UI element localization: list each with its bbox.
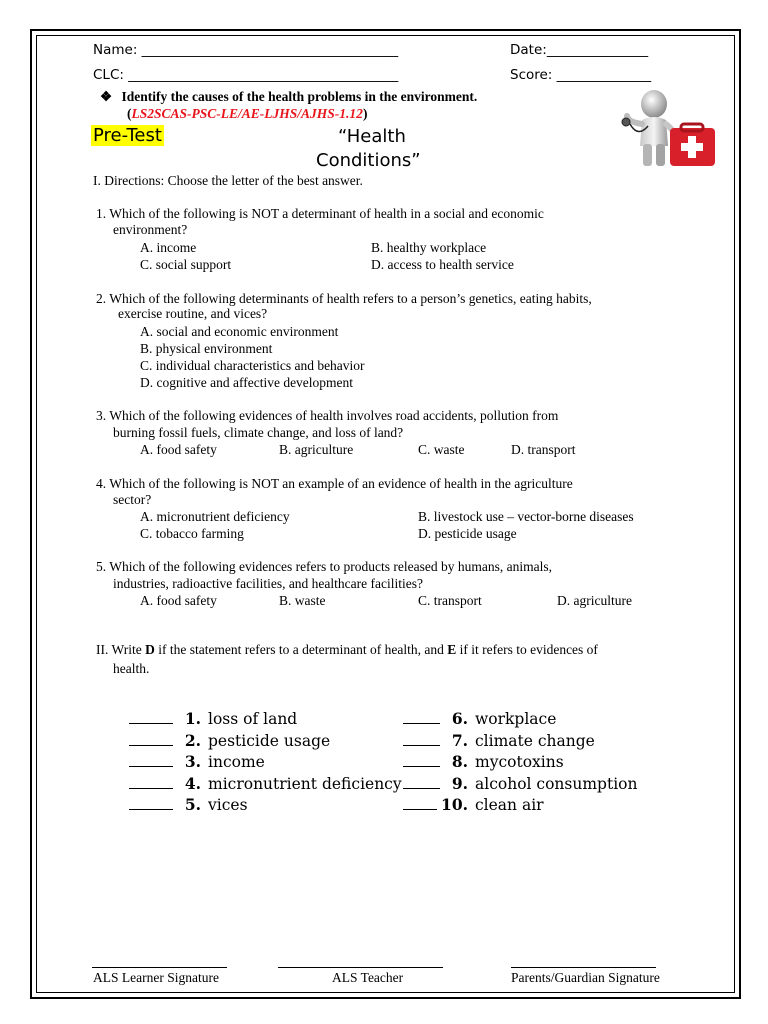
question-5-option-c[interactable]: C. transport <box>418 593 482 608</box>
doctor-kit-illustration <box>618 86 718 170</box>
question-4-option-d[interactable]: D. pesticide usage <box>418 526 517 541</box>
question-3-option-c[interactable]: C. waste <box>418 442 465 457</box>
answer-blank[interactable] <box>403 711 440 724</box>
question-4-option-b[interactable]: B. livestock use – vector-borne diseases <box>418 509 634 524</box>
question-2-option-a[interactable]: A. social and economic environment <box>140 324 339 339</box>
question-2-stem-cont: exercise routine, and vices? <box>118 306 268 321</box>
question-5-option-b[interactable]: B. waste <box>279 593 326 608</box>
question-5-stem: 5. Which of the following evidences refers to products released by humans, animals, <box>96 559 552 574</box>
item-5: 5. vices <box>129 795 248 814</box>
question-4-option-c[interactable]: C. tobacco farming <box>140 526 244 541</box>
question-1-option-b[interactable]: B. healthy workplace <box>371 240 487 255</box>
question-4-option-a[interactable]: A. micronutrient deficiency <box>140 509 290 524</box>
competency-code: (LS2SCAS-PSC-LE/AE-LJHS/AJHS-1.12) <box>127 106 368 121</box>
item-10: 10. clean air <box>403 795 544 814</box>
question-2-stem: 2. Which of the following determinants of health refers to a person’s genetics, eating habits, <box>96 291 592 306</box>
answer-blank[interactable] <box>403 776 440 789</box>
question-3-option-a[interactable]: A. food safety <box>140 442 217 457</box>
question-1-stem-cont: environment? <box>113 222 188 237</box>
question-2-option-c[interactable]: C. individual characteristics and behavior <box>140 358 365 373</box>
answer-blank[interactable] <box>129 797 173 810</box>
item-9: 9. alcohol consumption <box>403 774 637 793</box>
teacher-signature-line[interactable] <box>278 967 443 968</box>
part1-directions: I. Directions: Choose the letter of the best answer. <box>93 173 363 188</box>
item-3: 3. income <box>129 752 265 771</box>
question-2-option-b[interactable]: B. physical environment <box>140 341 273 356</box>
question-2-option-d[interactable]: D. cognitive and affective development <box>140 375 354 390</box>
part2-directions-cont: health. <box>113 661 150 676</box>
diamond-bullet-icon: ❖ <box>100 89 113 104</box>
pretest-label: Pre-Test <box>93 125 162 146</box>
item-4: 4. micronutrient deficiency <box>129 774 402 793</box>
answer-blank[interactable] <box>403 733 440 746</box>
objective-text: Identify the causes of the health problems in the environment. <box>121 89 478 104</box>
answer-blank[interactable] <box>129 754 173 767</box>
item-2: 2. pesticide usage <box>129 731 330 750</box>
part2-directions: II. Write D if the statement refers to a determinant of health, and E if it refers to evidences of <box>96 642 598 657</box>
question-5-stem-cont: industries, radioactive facilities, and healthcare facilities? <box>113 576 423 591</box>
title-line-1: “Health <box>338 126 406 147</box>
question-3-option-d[interactable]: D. transport <box>511 442 576 457</box>
question-5-option-d[interactable]: D. agriculture <box>557 593 632 608</box>
question-1-option-c[interactable]: C. social support <box>140 257 232 272</box>
teacher-signature-label: ALS Teacher <box>332 970 404 985</box>
question-3-stem: 3. Which of the following evidences of health involves road accidents, pollution from <box>96 408 559 423</box>
answer-blank[interactable] <box>129 733 173 746</box>
item-1: 1. loss of land <box>129 709 297 728</box>
score-field: Score: ______________ <box>510 67 652 83</box>
question-3-option-b[interactable]: B. agriculture <box>279 442 354 457</box>
answer-blank[interactable] <box>129 776 173 789</box>
learner-signature-line[interactable] <box>92 967 227 968</box>
answer-blank[interactable] <box>403 797 437 810</box>
question-1-option-d[interactable]: D. access to health service <box>371 257 514 272</box>
name-field: Name: ______________________________________ <box>93 42 399 58</box>
answer-blank[interactable] <box>403 754 440 767</box>
competency-code-text: LS2SCAS-PSC-LE/AE-LJHS/AJHS-1.12 <box>131 106 363 121</box>
clc-field: CLC: ________________________________________ <box>93 67 399 83</box>
question-1-stem: 1. Which of the following is NOT a determinant of health in a social and economic <box>96 206 544 221</box>
item-8: 8. mycotoxins <box>403 752 564 771</box>
question-5-option-a[interactable]: A. food safety <box>140 593 217 608</box>
question-4-stem: 4. Which of the following is NOT an example of an evidence of health in the agriculture <box>96 476 573 491</box>
item-6: 6. workplace <box>403 709 556 728</box>
parent-signature-label: Parents/Guardian Signature <box>511 970 660 985</box>
item-7: 7. climate change <box>403 731 595 750</box>
parent-signature-line[interactable] <box>511 967 656 968</box>
date-field: Date:_______________ <box>510 42 649 58</box>
question-1-option-a[interactable]: A. income <box>140 240 197 255</box>
question-4-stem-cont: sector? <box>113 492 152 507</box>
learner-signature-label: ALS Learner Signature <box>93 970 219 985</box>
title-line-2: Conditions” <box>316 150 421 171</box>
question-3-stem-cont: burning fossil fuels, climate change, and loss of land? <box>113 425 404 440</box>
answer-blank[interactable] <box>129 711 173 724</box>
objective <box>100 89 477 105</box>
